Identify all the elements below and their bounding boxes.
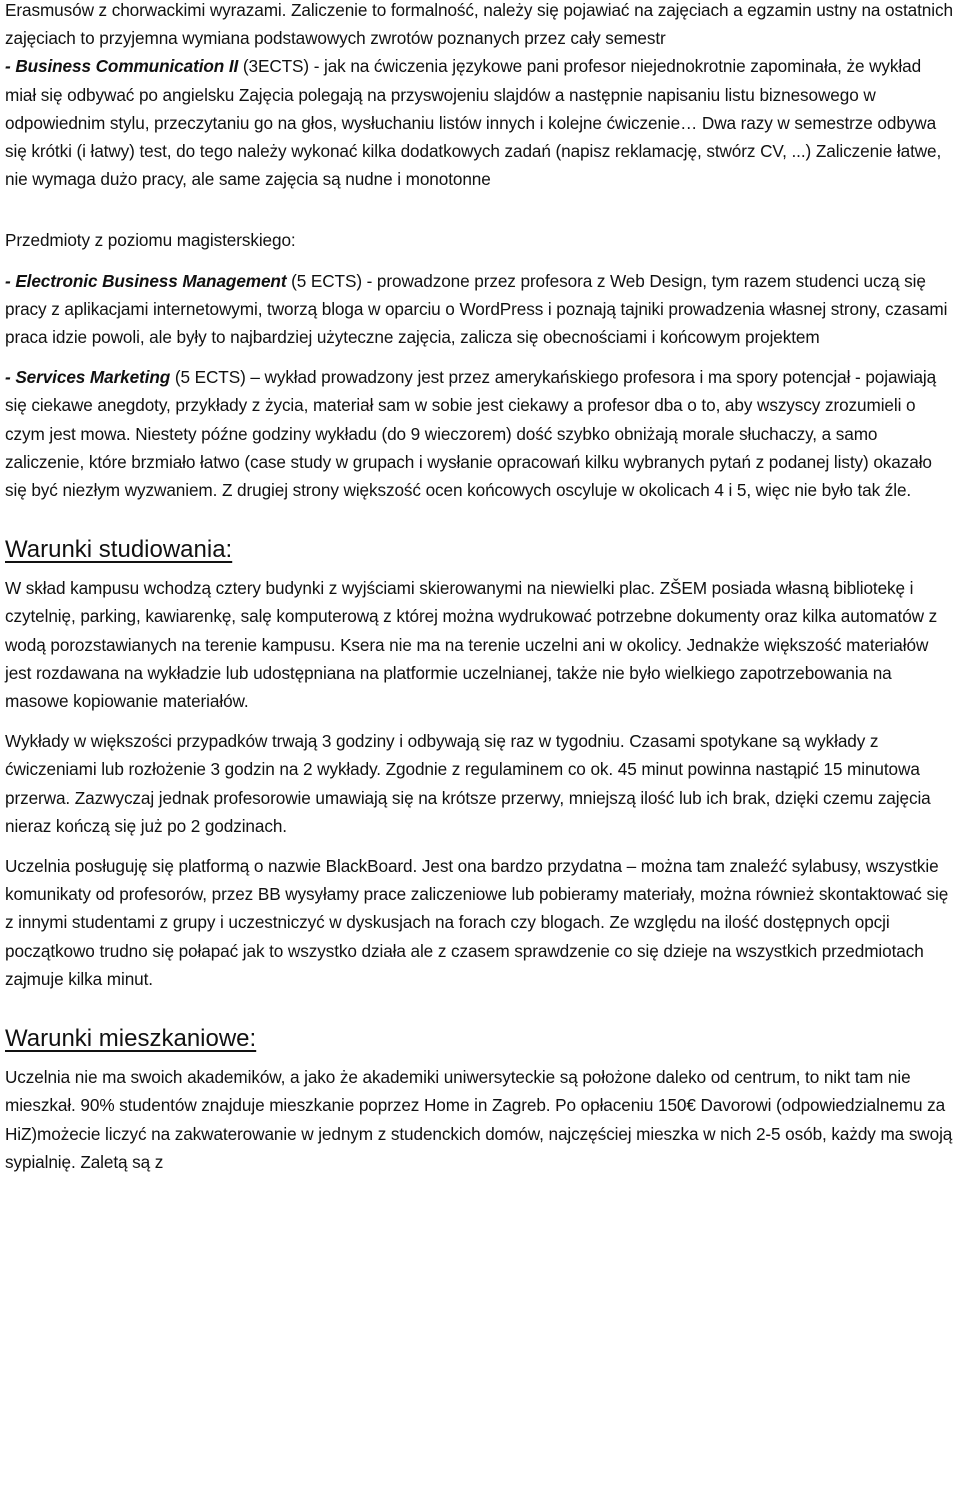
living-paragraph-housing: Uczelnia nie ma swoich akademików, a jako że akademiki uniwersyteckie są położone daleko od centrum, to nikt tam nie mieszkał. 90% studentów znajduje mieszkanie poprzez Home in Zagreb. Po opłaceniu 150€ Davorowi (odpowiedzialnemu za HiZ)możecie liczyć na zakwaterowanie w jednym z studenckich domów, najczęściej mieszka w nich 2-5 osób, każdy ma swoją sypialnię. Zaletą są z bbox=[5, 1067, 953, 1172]
course-electronic-business-management bbox=[5, 267, 955, 352]
course-name: Electronic Business Management bbox=[15, 270, 287, 291]
intro-text: Erasmusów z chorwackimi wyrazami. Zaliczenie to formalność, należy się pojawiać na zajęciach a egzamin ustny na ostatnich zajęciach to przyjemna wymiana podstawowych zwrotów poznanych przez cały semestr bbox=[5, 0, 953, 49]
course-prefix: - bbox=[5, 270, 16, 291]
study-paragraph-blackboard: Uczelnia posługuję się platformą o nazwie BlackBoard. Jest ona bardzo przydatna – można tam znaleźć sylabusy, wszystkie komunikaty od profesorów, przez BB wysyłamy prace zaliczeniowe lub pobieramy materiały, można również skontaktować się z innymi studentami z grupy i uczestniczyć w dyskusjach na forach czy blogach. Ze względu na ilość dostępnych opcji początkowo trudno się połapać jak to wszystko działa ale z czasem sprawdzenie co się dzieje na wszystkich przedmiotach zajmuje kilka minut. bbox=[5, 856, 949, 989]
course-prefix: - bbox=[5, 367, 16, 388]
study-paragraph-campus: W skład kampusu wchodzą cztery budynki z wyjściami skierowanymi na niewielki plac. ZŠEM posiada własną bibliotekę i czytelnię, parking, kawiarenkę, salę komputerową z której można wydrukować potrzebne dokumenty oraz kilka automatów z wodą porozstawianych na terenie kampusu. Ksera nie ma na terenie uczelni ani w okolicy. Jednakże większość materiałów jest rozdawana na wykładzie lub udostępniana na platformie uczelnianej, także nie było wielkiego zapotrzebowania na masowe kopiowanie materiałów. bbox=[5, 578, 938, 712]
intro-paragraph bbox=[5, 0, 955, 52]
masters-heading: Przedmioty z poziomu magisterskiego: bbox=[5, 230, 296, 251]
course-name: Services Marketing bbox=[15, 367, 171, 388]
course-services-marketing bbox=[5, 363, 955, 504]
living-conditions-heading: Warunki mieszkaniowe: bbox=[5, 1025, 257, 1053]
study-paragraph-lectures: Wykłady w większości przypadków trwają 3 godziny i odbywają się raz w tygodniu. Czasami spotykane są wykłady z ćwiczeniami lub rozłożenie 3 godzin na 2 wykłady. Zgodnie z regulaminem co ok. 45 minut powinna nastąpić 15 minutowa przerwa. Zazwyczaj jednak profesorowie umawiają się na krótsze przerwy, mniejszą ilość lub ich brak, dzięki czemu zajęcia nieraz kończą się już po 2 godzinach. bbox=[5, 731, 931, 836]
course-description: (5 ECTS) - prowadzone przez profesora z Web Design, tym razem studenci uczą się pracy z aplikacjami internetowymi, tworzą bloga w oparciu o WordPress i poznają tajniki prowadzenia własnej strony, czasami praca idzie powoli, ale były to najbardziej użyteczne zajęcia, zalicza się obecnościami i końcowym projektem bbox=[5, 270, 948, 348]
course-prefix: - bbox=[5, 56, 16, 77]
course-description: (3ECTS) - jak na ćwiczenia językowe pani profesor niejednokrotnie zapominała, że wykład miał się odbywać po angielsku Zajęcia polegają na przyswojeniu slajdów a następnie napisaniu listu biznesowego w odpowiednim stylu, przeczytaniu go na głos, wysłuchaniu listów innych i kolejne ćwiczenie… Dwa razy w semestrze odbywa się krótki (i łatwy) test, do tego należy wykonać kilka dodatkowych zadań (napisz reklamację, stwórz CV, ...) Zaliczenie łatwe, nie wymaga dużo pracy, ale same zajęcia są nudne i monotonne bbox=[5, 56, 942, 190]
course-name: Business Communication II bbox=[15, 56, 239, 77]
course-business-communication bbox=[5, 52, 955, 193]
course-description: (5 ECTS) – wykład prowadzony jest przez amerykańskiego profesora i ma spory potencjał - pojawiają się ciekawe anegdoty, przykłady z życia, materiał sam w sobie jest ciekawy a profesor dba o to, aby wszyscy zrozumieli o czym jest mowa. Niestety późne godziny wykładu (do 9 wieczorem) dość szybko obniżają morale słuchaczy, a samo zaliczenie, które brzmiało łatwo (case study w grupach i wysłanie opracowań kilku wybranych pytań z podanej listy) okazało się być niezłym wyzwaniem. Z drugiej strony większość ocen końcowych oscyluje w okolicach 4 i 5, więc nie było tak źle. bbox=[5, 367, 937, 501]
study-conditions-heading: Warunki studiowania: bbox=[5, 536, 233, 564]
